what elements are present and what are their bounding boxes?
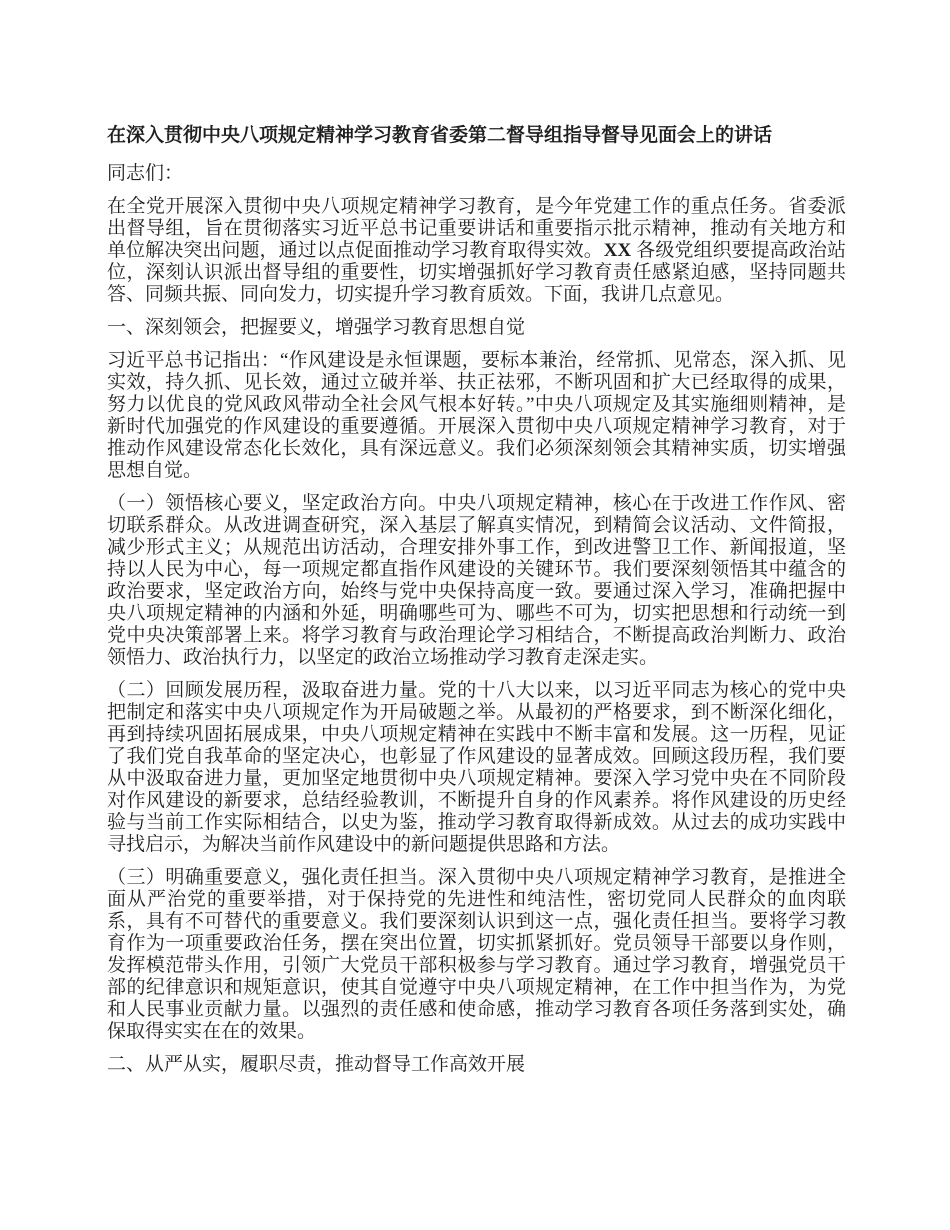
greeting: 同志们： (107, 163, 184, 184)
section-2-heading: 二、从严从实，履职尽责，推动督导工作高效开展 (107, 1054, 526, 1075)
section-1-item-3-paragraph: （三）明确重要意义，强化责任担当。深入贯彻中央八项规定精神学习教育，是推进全面从严治党的重要举措，对于保持党的先进性和纯洁性，密切党同人民群众的血肉联系，具有不可替代的重要意义。我们要深刻认识到这一点，强化责任担当。要将学习教育作为一项重要政治任务，摆在突出位置，切实抓紧抓好。党员领导干部要以身作则，发挥模范带头作用，引领广大党员干部积极参与学习教育。通过学习教育，增强党员干部的纪律意识和规矩意识，使其自觉遵守中央八项规定精神，在工作中担当作为，为党和人民事业贡献力量。以强烈的责任感和使命感，推动学习教育各项任务落到实处，确保取得实实在在的效果。 (107, 867, 846, 1042)
section-1-item-2-paragraph: （二）回顾发展历程，汲取奋进力量。党的十八大以来，以习近平同志为核心的党中央把制定和落实中央八项规定作为开局破题之举。从最初的严格要求，到不断深化细化，再到持续巩固拓展成果，中央八项规定精神在实践中不断丰富和发展。这一历程，见证了我们党自我革命的坚定决心，也彰显了作风建设的显著成效。回顾这段历程，我们要从中汲取奋进力量，更加坚定地贯彻中央八项规定精神。要深入学习党中央在不同阶段对作风建设的新要求，总结经验教训，不断提升自身的作风素养。将作风建设的历史经验与当前工作实际相结合，以史为鉴，推动学习教育取得新成效。从过去的成功实践中寻找启示，为解决当前作风建设中的新问题提供思路和方法。 (107, 680, 846, 855)
section-1-lead-paragraph: 习近平总书记指出：“作风建设是永恒课题，要标本兼治，经常抓、见常态，深入抓、见实效，持久抓、见长效，通过立破并举、扶正祛邪，不断巩固和扩大已经取得的成果，努力以优良的党风政风带动全社会风气根本好转。”中央八项规定及其实施细则精神，是新时代加强党的作风建设的重要遵循。开展深入贯彻中央八项规定精神学习教育，对于推动作风建设常态化长效化，具有深远意义。我们必须深刻领会其精神实质，切实增强思想自觉。 (107, 350, 846, 481)
section-1-item-1-paragraph: （一）领悟核心要义，坚定政治方向。中央八项规定精神，核心在于改进工作作风、密切联系群众。从改进调查研究，深入基层了解真实情况，到精简会议活动、文件简报，减少形式主义；从规范出访活动，合理安排外事工作，到改进警卫工作、新闻报道，坚持以人民为中心，每一项规定都直指作风建设的关键环节。我们要深刻领悟其中蕴含的政治要求，坚定政治方向，始终与党中央保持高度一致。要通过深入学习，准确把握中央八项规定精神的内涵和外延，明确哪些可为、哪些不可为，切实把思想和行动统一到党中央决策部署上来。将学习教育与政治理论学习相结合，不断提高政治判断力、政治领悟力、政治执行力，以坚定的政治立场推动学习教育走深走实。 (107, 493, 846, 668)
intro-text-after: 各级党组织要提高政治站位，深刻认识派出督导组的重要性，切实增强抓好学习教育责任感紧迫感，坚持同题共答、同频共振、同向发力，切实提升学习教育质效。下面，我讲几点意见。 (107, 240, 846, 305)
document-title: 在深入贯彻中央八项规定精神学习教育省委第二督导组指导督导见面会上的讲话 (107, 125, 773, 146)
placeholder-org-name: XX (603, 240, 632, 261)
intro-text-before: 在全党开展深入贯彻中央八项规定精神学习教育，是今年党建工作的重点任务。省委派出督导组，旨在贯彻落实习近平总书记重要讲话和重要指示批示精神，推动有关地方和单位解决突出问题，通过以点促面推动学习教育取得实效。 (107, 196, 846, 261)
section-1-heading: 一、深刻领会，把握要义，增强学习教育思想自觉 (107, 317, 526, 338)
intro-paragraph (107, 196, 846, 306)
